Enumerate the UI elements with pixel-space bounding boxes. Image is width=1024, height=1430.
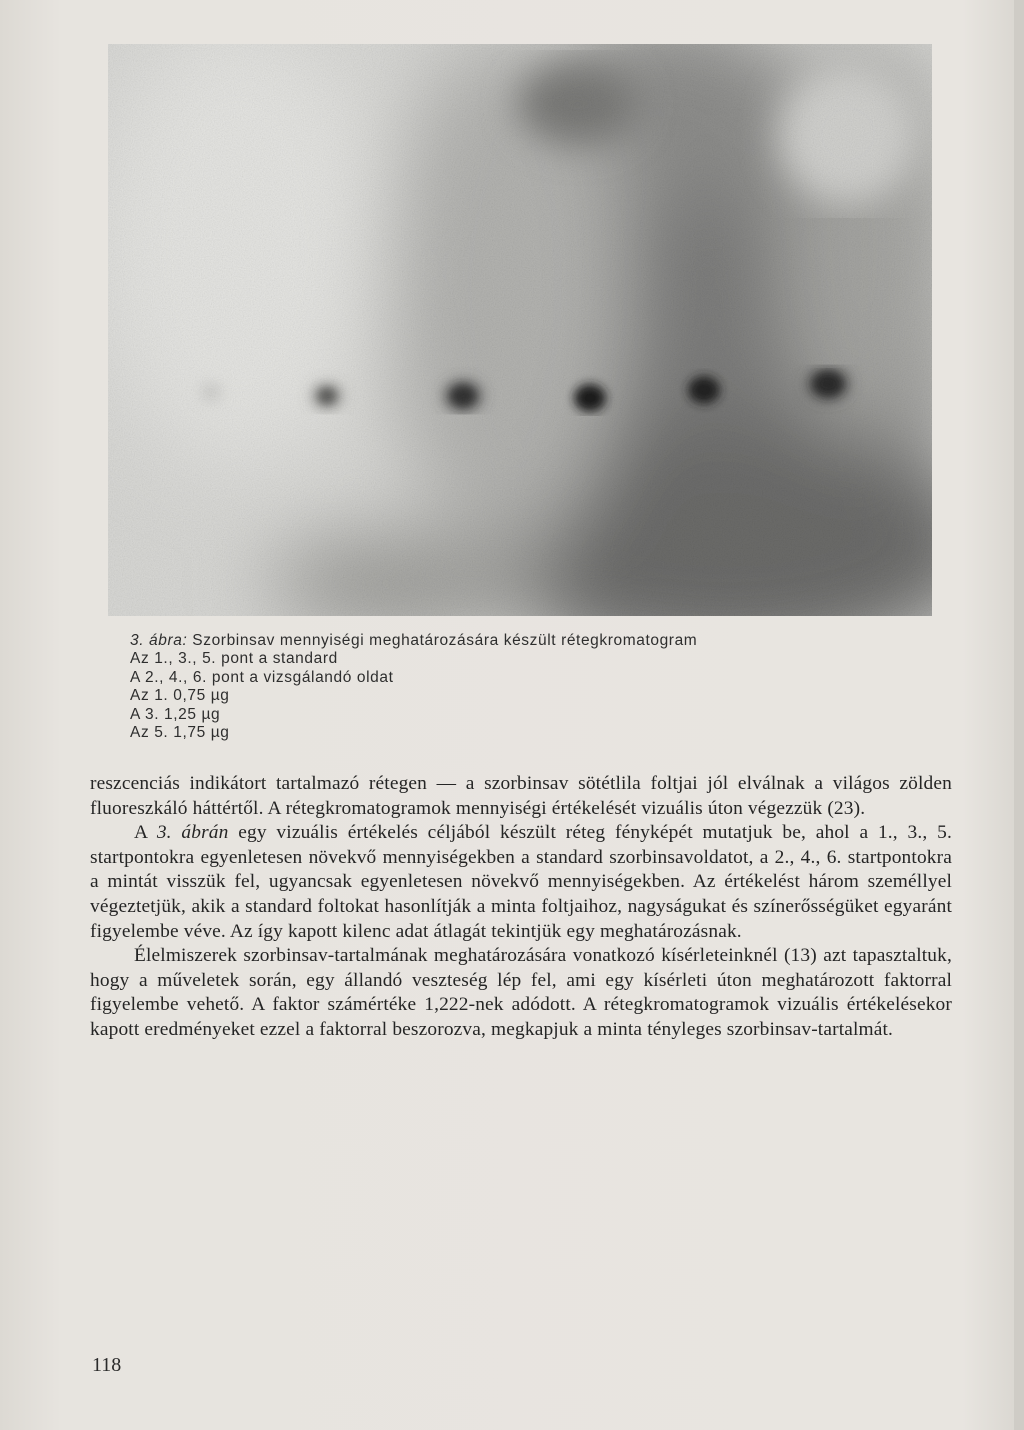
page-number: 118 (92, 1354, 122, 1376)
paragraph-3: Élelmiszerek szorbinsav-tartalmának meghatározására vonatkozó kísérleteinknél (13) azt tapasztaltuk, hogy a műveletek során, egy állandó veszteség lép fel, ami egy kísérleti úton meghatározott faktorral figyelembe vehető. A faktor számértéke 1,222-nek adódott. A rétegkromatogramok vizuális értékelésekor kapott eredményeket ezzel a faktorral beszorozva, megkapjuk a minta tényleges szorbinsav-tartalmát. (90, 945, 952, 1040)
page-edge (1014, 0, 1024, 1430)
chromatogram-photo (108, 44, 932, 616)
paragraph-2-prefix: A (134, 822, 157, 844)
paragraph-1: reszcenciás indikátort tartalmazó rétegen — a szorbinsav sötétlila foltjai jól elválnak a világos zölden fluoreszkáló háttértől. A rétegkromatogramok mennyiségi értékelését vizuális úton végezzük (23). (90, 773, 952, 819)
caption-title-line (130, 632, 830, 650)
caption-label: 3. ábra: (130, 632, 188, 649)
figure-caption (130, 632, 830, 742)
body-text (90, 772, 952, 1043)
chromatogram-image (108, 44, 932, 616)
caption-line: Az 5. 1,75 µg (130, 724, 230, 742)
caption-line: A 2., 4., 6. pont a vizsgálandó oldat (130, 668, 394, 686)
caption-line: A 3. 1,25 µg (130, 705, 221, 723)
figure-reference: 3. ábrán (156, 822, 229, 844)
caption-line: Az 1. 0,75 µg (130, 687, 230, 705)
caption-line: Az 1., 3., 5. pont a standard (130, 650, 338, 668)
paragraph-2-text: egy vizuális értékelés céljából készült réteg fényképét mutatjuk be, ahol a 1., 3., 5. startpontokra egyenletesen növekvő mennyiségekben a standard szorbinsavoldatot, a 2., 4., 6. startpontokra a mintát visszük fel, ugyancsak egyenletesen növekvő mennyiségekben. Az értékelést három személlyel végeztetjük, akik a standard foltokat hasonlítják a minta foltjaihoz, nagyságukat és színerősségüket egyaránt figyelembe véve. Az így kapott kilenc adat átlagát tekintjük egy meghatározásnak. (90, 822, 952, 942)
caption-title: Szorbinsav mennyiségi meghatározására készült rétegkromatogram (192, 632, 698, 649)
paragraph-2 (90, 821, 952, 944)
